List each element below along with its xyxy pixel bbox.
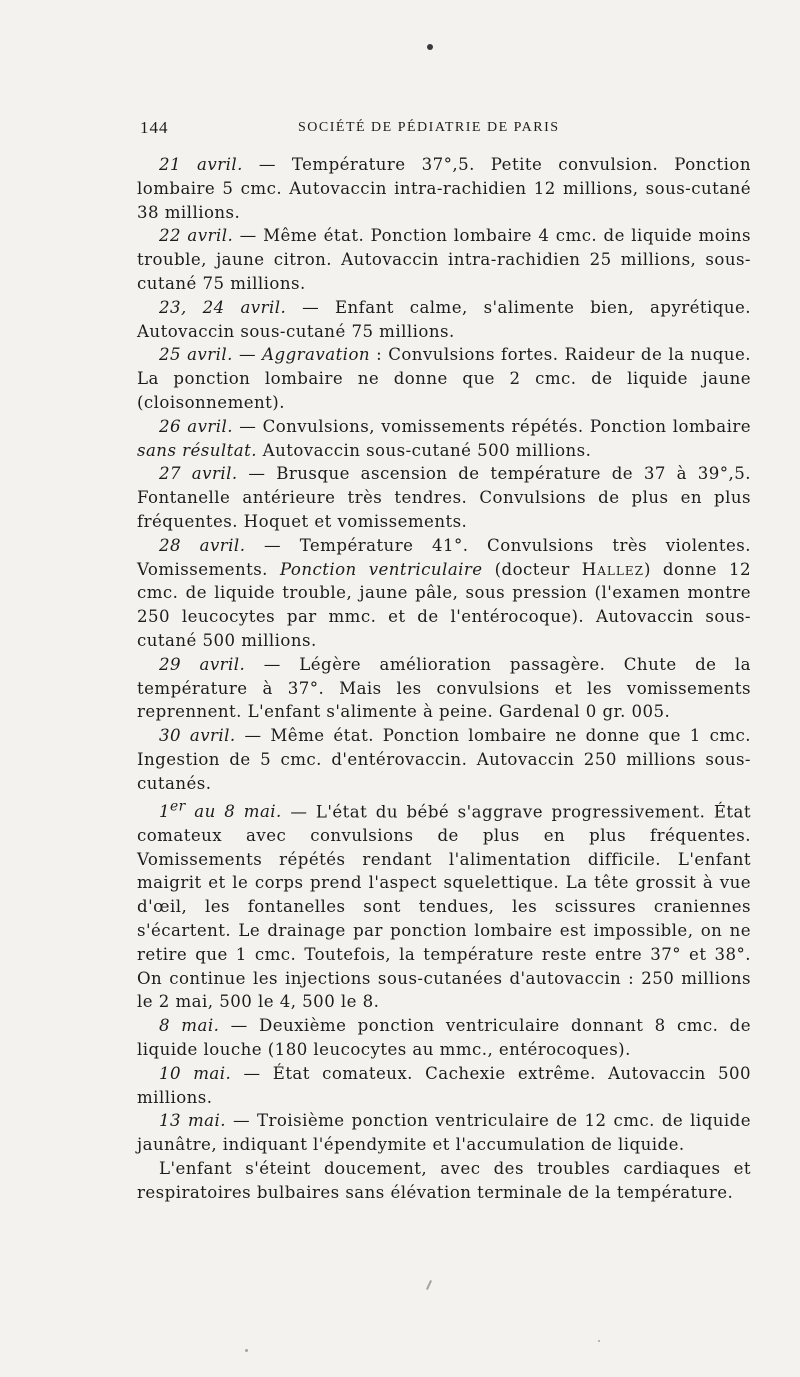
entry-30-avril: 30 avril. — Même état. Ponction lombaire ne donne que 1 cmc. Ingestion de 5 cmc. d'entérovaccin. Autovaccin 250 millions sous-cutanés. bbox=[137, 726, 752, 793]
entry-emphasis: sans résultat. bbox=[137, 440, 257, 460]
entry-29-avril: 29 avril. — Légère amélioration passagère. Chute de la température à 37°. Mais les convulsions et les vomissements reprennent. L'enfant s'alimente à peine. Gardenal 0 gr. 005. bbox=[137, 654, 751, 722]
entry-text: Enfant calme, s'alimente bien, apyrétique. Autovaccin sous-cutané 75 millions. bbox=[137, 297, 751, 341]
entry-date: 21 avril. bbox=[159, 155, 243, 174]
entry-date: 26 avril. bbox=[159, 416, 234, 436]
entry-22-avril: 22 avril. — Même état. Ponction lombaire 4 cmc. de liquide moins trouble, jaune citron. Autovaccin intra-rachidien 25 millions, sous-cutané 75 millions. bbox=[137, 226, 752, 293]
running-title: SOCIÉTÉ DE PÉDIATRIE DE PARIS bbox=[298, 120, 560, 135]
entry-text: Légère amélioration passagère. Chute de la température à 37°. Mais les convulsions et les vomissements reprennent. L'enfant s'alimente à peine. Gardenal 0 gr. 005. bbox=[137, 654, 751, 722]
entry-25-avril: 25 avril. — Aggravation : Convulsions fortes. Raideur de la nuque. La ponction lombaire ne donne que 2 cmc. de liquide jaune (cloisonnement). bbox=[137, 345, 752, 412]
entry-date: 10 mai. bbox=[159, 1063, 232, 1083]
entry-text: Brusque ascension de température de 37 à 39°,5. Fontanelle antérieure très tendres. Convulsions de plus en plus fréquentes. Hoquet et vomissements. bbox=[137, 464, 751, 531]
paper-speck bbox=[598, 1340, 600, 1342]
entry-date: 27 avril. bbox=[159, 464, 238, 484]
entry-text: Même état. Ponction lombaire ne donne que 1 cmc. Ingestion de 5 cmc. d'entérovaccin. Autovaccin 250 millions sous-cutanés. bbox=[137, 726, 752, 793]
author-name: Hallez bbox=[581, 559, 644, 579]
print-mark bbox=[427, 44, 433, 50]
entry-21-avril: 21 avril. — Température 37°,5. Petite convulsion. Ponction lombaire 5 cmc. Autovaccin intra-rachidien 12 millions, sous-cutané 38 millions. bbox=[137, 155, 752, 222]
page-header bbox=[140, 118, 750, 142]
entry-date: 29 avril. bbox=[159, 654, 246, 674]
entry-date: 23, 24 avril. bbox=[159, 297, 287, 317]
entry-date: 30 avril. bbox=[159, 726, 236, 746]
entry-emphasis: Aggravation bbox=[262, 345, 371, 365]
entry-text: Deuxième ponction ventriculaire donnant 8 cmc. de liquide louche (180 leucocytes au mmc., entérocoques). bbox=[137, 1016, 751, 1060]
entry-date: 8 mai. bbox=[159, 1016, 220, 1036]
entry-10-mai: 10 mai. — État comateux. Cachexie extrême. Autovaccin 500 millions. bbox=[137, 1063, 751, 1107]
entry-26-avril: 26 avril. — Convulsions, vomissements répétés. Ponction lombaire sans résultat. Autovaccin sous-cutané 500 millions. bbox=[137, 416, 752, 460]
paper-speck bbox=[426, 1280, 432, 1290]
entry-date: 13 mai. bbox=[159, 1111, 226, 1131]
entry-text: Convulsions, vomissements répétés. Ponction lombaire sans résultat. Autovaccin sous-cutané 500 millions. bbox=[137, 416, 752, 460]
entry-8-mai: 8 mai. — Deuxième ponction ventriculaire donnant 8 cmc. de liquide louche (180 leucocytes au mmc., entérocoques). bbox=[137, 1016, 751, 1060]
entry-27-avril: 27 avril. — Brusque ascension de température de 37 à 39°,5. Fontanelle antérieure très tendres. Convulsions de plus en plus fréquentes. Hoquet et vomissements. bbox=[137, 464, 751, 531]
entry-text: Même état. Ponction lombaire 4 cmc. de liquide moins trouble, jaune citron. Autovaccin intra-rachidien 25 millions, sous-cutané 75 millions. bbox=[137, 226, 752, 293]
entry-text: Température 37°,5. Petite convulsion. Ponction lombaire 5 cmc. Autovaccin intra-rachidien 12 millions, sous-cutané 38 millions. bbox=[137, 155, 752, 222]
entry-date: 1er au 8 mai. bbox=[159, 798, 282, 822]
entry-date: 28 avril. bbox=[159, 535, 246, 555]
entry-emphasis: Ponction ventriculaire bbox=[279, 559, 483, 579]
entry-13-mai: 13 mai. — Troisième ponction ventriculaire de 12 cmc. de liquide jaunâtre, indiquant l'épendymite et l'accumulation de liquide. bbox=[137, 1111, 752, 1155]
entry-23-24-avril: 23, 24 avril. — Enfant calme, s'alimente bien, apyrétique. Autovaccin sous-cutané 75 millions. bbox=[137, 297, 751, 341]
clinical-notes bbox=[137, 153, 751, 1205]
entry-text: Aggravation : Convulsions fortes. Raideur de la nuque. La ponction lombaire ne donne que 2 cmc. de liquide jaune (cloisonnement). bbox=[137, 345, 752, 412]
entry-28-avril: 28 avril. — Température 41°. Convulsions très violentes. Vomissements. Ponction ventriculaire (docteur Hallez) donne 12 cmc. de liquide trouble, jaune pâle, sous pression (l'examen montre 250 leucocytes par mmc. et de l'entérocoque). Autovaccin sous-cutané 500 millions. bbox=[137, 535, 752, 650]
page-number: 144 bbox=[140, 118, 169, 137]
entry-text: Température 41°. Convulsions très violentes. Vomissements. Ponction ventriculaire (docteur Hallez) donne 12 cmc. de liquide trouble, jaune pâle, sous pression (l'examen montre 250 leucocytes par mmc. et de l'entérocoque). Autovaccin sous-cutané 500 millions. bbox=[137, 535, 752, 650]
entry-text: Troisième ponction ventriculaire de 12 cmc. de liquide jaunâtre, indiquant l'épendymite et l'accumulation de liquide. bbox=[137, 1111, 752, 1155]
entry-text: L'état du bébé s'aggrave progressivement. État comateux avec convulsions de plus en plus fréquentes. Vomissements répétés rendant l'alimentation difficile. L'enfant maigrit et le corps prend l'aspect squelettique. La tête grossit à vue d'œil, les fontanelles sont tendues, les scissures craniennes s'écartent. Le drainage par ponction lombaire est impossible, on ne retire que 1 cmc. Toutefois, la température reste entre 37° et 38°. On continue les injections sous-cutanées d'autovaccin : 250 millions le 2 mai, 500 le 4, 500 le 8. bbox=[137, 802, 751, 1012]
closing-paragraph: L'enfant s'éteint doucement, avec des troubles cardiaques et respiratoires bulbaires sans élévation terminale de la température. bbox=[137, 1159, 751, 1202]
paper-speck bbox=[245, 1349, 248, 1352]
entry-date: 25 avril. bbox=[159, 345, 233, 365]
entry-text: État comateux. Cachexie extrême. Autovaccin 500 millions. bbox=[137, 1063, 751, 1107]
entry-date: 22 avril. bbox=[159, 226, 234, 246]
entry-1-au-8-mai: 1er au 8 mai. — L'état du bébé s'aggrave progressivement. État comateux avec convulsions de plus en plus fréquentes. Vomissements répétés rendant l'alimentation difficile. L'enfant maigrit et le corps prend l'aspect squelettique. La tête grossit à vue d'œil, les fontanelles sont tendues, les scissures craniennes s'écartent. Le drainage par ponction lombaire est impossible, on ne retire que 1 cmc. Toutefois, la température reste entre 37° et 38°. On continue les injections sous-cutanées d'autovaccin : 250 millions le 2 mai, 500 le 4, 500 le 8. bbox=[137, 798, 751, 1012]
